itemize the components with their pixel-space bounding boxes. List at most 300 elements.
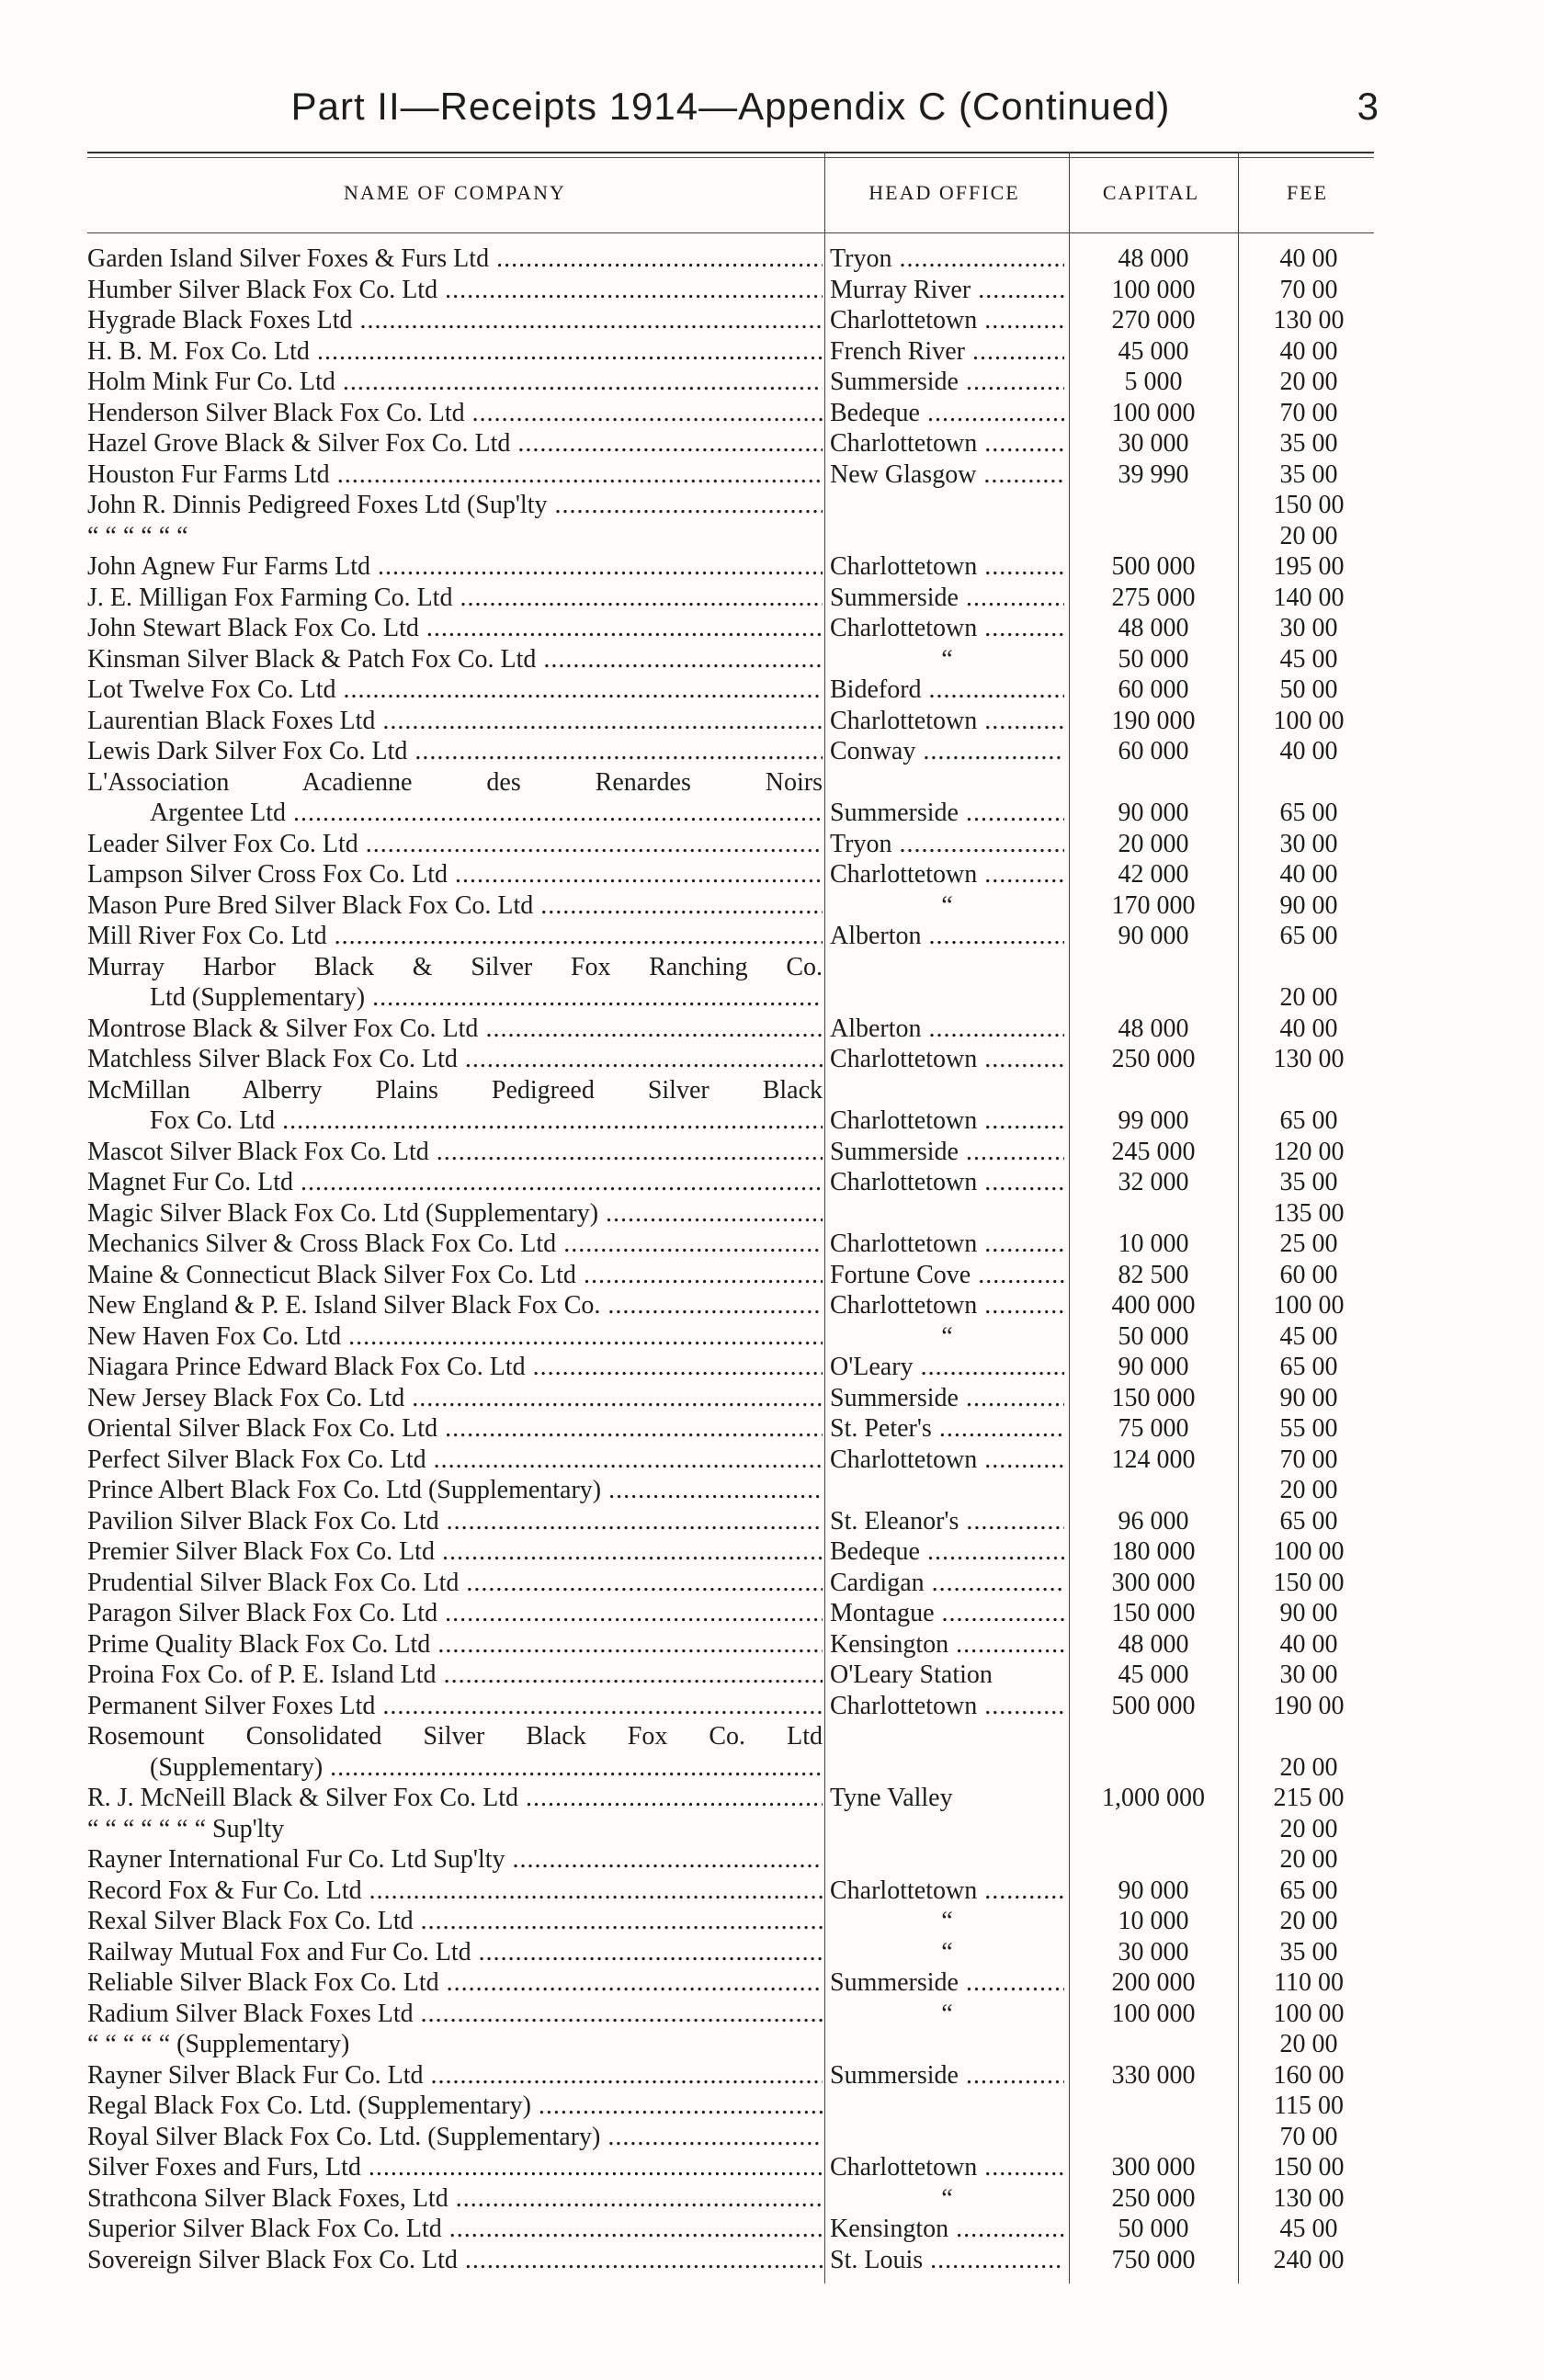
head-office: Montague ..... bbox=[830, 1598, 1064, 1629]
table-row bbox=[87, 921, 1374, 952]
fee-value: 115 00 bbox=[1274, 2091, 1344, 2120]
company-name: New Haven Fox Co. Ltd ..... bbox=[87, 1321, 823, 1353]
company-name: “ “ “ “ “ “ bbox=[87, 521, 188, 550]
capital-value: 99 000 bbox=[1118, 1106, 1189, 1135]
company-name: Fox Co. Ltd ..... bbox=[87, 1105, 823, 1137]
head-office: Alberton ..... bbox=[830, 1014, 1064, 1045]
head-office: Tyne Valley bbox=[830, 1784, 953, 1812]
capital-value: 82 500 bbox=[1118, 1260, 1189, 1289]
table-row bbox=[87, 1937, 1374, 1968]
head-office: Charlottetown ..... bbox=[830, 1445, 1064, 1476]
company-name: “ “ “ “ “ “ “ Sup'lty bbox=[87, 1814, 285, 1843]
column-header-fee: FEE bbox=[1286, 181, 1329, 204]
table-row bbox=[87, 1844, 1374, 1876]
table-row bbox=[87, 829, 1374, 860]
company-name: Houston Fur Farms Ltd ..... bbox=[87, 459, 823, 491]
company-name: L'Association Acadienne des Renardes Noirs bbox=[87, 767, 823, 797]
head-office: Charlottetown ..... bbox=[830, 859, 1064, 890]
head-office: Bideford ..... bbox=[830, 674, 1064, 706]
table-row bbox=[87, 1536, 1374, 1568]
head-office: Tryon ..... bbox=[830, 829, 1064, 860]
head-office: “ bbox=[941, 1999, 953, 2028]
company-name: Railway Mutual Fox and Fur Co. Ltd ..... bbox=[87, 1937, 823, 1968]
fee-value: 20 00 bbox=[1279, 1476, 1338, 1504]
company-name: H. B. M. Fox Co. Ltd ..... bbox=[87, 336, 823, 368]
company-name: Perfect Silver Black Fox Co. Ltd ..... bbox=[87, 1445, 823, 1476]
company-name: Laurentian Black Foxes Ltd ..... bbox=[87, 706, 823, 737]
head-office: Charlottetown ..... bbox=[830, 428, 1064, 459]
table-row bbox=[87, 1568, 1374, 1599]
fee-value: 30 00 bbox=[1279, 1660, 1338, 1689]
fee-value: 45 00 bbox=[1279, 2215, 1338, 2243]
head-office: Kensington ..... bbox=[830, 2214, 1064, 2245]
fee-value: 35 00 bbox=[1279, 429, 1338, 458]
company-name: Prince Albert Black Fox Co. Ltd (Supplementary) ..... bbox=[87, 1475, 823, 1506]
table-row bbox=[87, 367, 1374, 398]
table-row bbox=[87, 1752, 1374, 1784]
fee-value: 130 00 bbox=[1273, 1045, 1345, 1073]
head-office: Murray River ..... bbox=[830, 275, 1064, 306]
company-name: Hazel Grove Black & Silver Fox Co. Ltd ..... bbox=[87, 428, 823, 459]
head-office: Charlottetown ..... bbox=[830, 1105, 1064, 1137]
company-name: Humber Silver Black Fox Co. Ltd ..... bbox=[87, 275, 823, 306]
fee-value: 65 00 bbox=[1279, 1353, 1338, 1381]
capital-value: 45 000 bbox=[1118, 336, 1189, 366]
company-name: John R. Dinnis Pedigreed Foxes Ltd (Sup'lty ..... bbox=[87, 490, 823, 521]
table-row bbox=[87, 1475, 1374, 1506]
fee-value: 20 00 bbox=[1279, 983, 1338, 1012]
fee-value: 55 00 bbox=[1279, 1414, 1338, 1443]
fee-value: 60 00 bbox=[1279, 1260, 1338, 1289]
table-top-rule bbox=[87, 152, 1374, 153]
fee-value: 35 00 bbox=[1279, 459, 1338, 489]
company-name: Magic Silver Black Fox Co. Ltd (Supplementary) ..... bbox=[87, 1198, 823, 1230]
head-office: Charlottetown ..... bbox=[830, 613, 1064, 644]
head-office: French River ..... bbox=[830, 336, 1064, 368]
head-office: Summerside ..... bbox=[830, 1383, 1064, 1414]
fee-value: 35 00 bbox=[1279, 1937, 1338, 1966]
company-name: Record Fox & Fur Co. Ltd ..... bbox=[87, 1876, 823, 1907]
company-name: Prudential Silver Black Fox Co. Ltd ..... bbox=[87, 1568, 823, 1599]
fee-value: 90 00 bbox=[1279, 1599, 1338, 1627]
table-row bbox=[87, 1105, 1374, 1137]
fee-value: 65 00 bbox=[1279, 1876, 1338, 1905]
table-row bbox=[87, 305, 1374, 336]
company-name: Lewis Dark Silver Fox Co. Ltd ..... bbox=[87, 736, 823, 767]
head-office: Tryon ..... bbox=[830, 244, 1064, 275]
company-name: Pavilion Silver Black Fox Co. Ltd ..... bbox=[87, 1506, 823, 1537]
table-row bbox=[87, 583, 1374, 614]
company-name: Argentee Ltd ..... bbox=[87, 798, 823, 829]
table-row bbox=[87, 2152, 1374, 2183]
head-office: Charlottetown ..... bbox=[830, 1290, 1064, 1321]
head-office: Charlottetown ..... bbox=[830, 2152, 1064, 2183]
capital-value: 50 000 bbox=[1118, 644, 1189, 674]
running-head bbox=[83, 85, 1379, 130]
table-header-row bbox=[87, 181, 1374, 218]
head-office: Charlottetown ..... bbox=[830, 1044, 1064, 1075]
fee-value: 30 00 bbox=[1279, 829, 1338, 858]
table-row bbox=[87, 1783, 1374, 1814]
fee-value: 120 00 bbox=[1273, 1137, 1345, 1166]
head-office: “ bbox=[941, 644, 953, 674]
table-row bbox=[87, 244, 1374, 275]
head-office: Charlottetown ..... bbox=[830, 305, 1064, 336]
company-name: Regal Black Fox Co. Ltd. (Supplementary) ..... bbox=[87, 2091, 823, 2122]
capital-value: 96 000 bbox=[1118, 1506, 1189, 1536]
fee-value: 45 00 bbox=[1279, 644, 1338, 674]
table-row bbox=[87, 490, 1374, 521]
head-office: Bedeque ..... bbox=[830, 1536, 1064, 1568]
capital-value: 500 000 bbox=[1111, 1691, 1196, 1720]
company-name: Rexal Silver Black Fox Co. Ltd ..... bbox=[87, 1906, 823, 1937]
company-name: Silver Foxes and Furs, Ltd ..... bbox=[87, 2152, 823, 2183]
table-row bbox=[87, 398, 1374, 429]
fee-value: 100 00 bbox=[1273, 1291, 1345, 1320]
capital-value: 100 000 bbox=[1111, 275, 1196, 304]
capital-value: 750 000 bbox=[1111, 2245, 1196, 2274]
capital-value: 48 000 bbox=[1118, 1014, 1189, 1043]
table-row bbox=[87, 1999, 1374, 2030]
company-name: Superior Silver Black Fox Co. Ltd ..... bbox=[87, 2214, 823, 2245]
head-office: O'Leary Station bbox=[830, 1660, 993, 1689]
company-name: Strathcona Silver Black Foxes, Ltd ..... bbox=[87, 2183, 823, 2215]
company-name: Proina Fox Co. of P. E. Island Ltd ..... bbox=[87, 1660, 823, 1691]
capital-value: 45 000 bbox=[1118, 1660, 1189, 1689]
table-row bbox=[87, 674, 1374, 706]
table-row bbox=[87, 890, 1374, 922]
fee-value: 195 00 bbox=[1273, 552, 1345, 581]
capital-value: 400 000 bbox=[1111, 1291, 1196, 1320]
capital-value: 42 000 bbox=[1118, 860, 1189, 889]
head-office: Summerside ..... bbox=[830, 2060, 1064, 2091]
company-name: J. E. Milligan Fox Farming Co. Ltd ..... bbox=[87, 583, 823, 614]
company-name: Garden Island Silver Foxes & Furs Ltd ..... bbox=[87, 244, 823, 275]
capital-value: 124 000 bbox=[1111, 1445, 1196, 1474]
table-row bbox=[87, 982, 1374, 1014]
page-number: 3 bbox=[1357, 85, 1379, 128]
capital-value: 150 000 bbox=[1111, 1599, 1196, 1627]
fee-value: 110 00 bbox=[1274, 1968, 1344, 1997]
table-row bbox=[87, 2214, 1374, 2245]
table-row bbox=[87, 2091, 1374, 2122]
company-name: Murray Harbor Black & Silver Fox Ranching Co. bbox=[87, 952, 823, 981]
table-row bbox=[87, 1721, 1374, 1752]
fee-value: 40 00 bbox=[1279, 1629, 1338, 1659]
table-top-rule-thin bbox=[87, 157, 1374, 158]
table-row bbox=[87, 1598, 1374, 1629]
head-office: Charlottetown ..... bbox=[830, 551, 1064, 583]
capital-value: 20 000 bbox=[1118, 829, 1189, 858]
table-row bbox=[87, 1229, 1374, 1260]
company-name: Niagara Prince Edward Black Fox Co. Ltd ..... bbox=[87, 1352, 823, 1383]
capital-value: 270 000 bbox=[1111, 306, 1196, 334]
fee-value: 100 00 bbox=[1273, 1999, 1345, 2028]
table-row bbox=[87, 2060, 1374, 2091]
capital-value: 190 000 bbox=[1111, 706, 1196, 735]
capital-value: 5 000 bbox=[1124, 368, 1183, 396]
table-header-rule bbox=[87, 232, 1374, 233]
fee-value: 65 00 bbox=[1279, 1506, 1338, 1536]
fee-value: 65 00 bbox=[1279, 799, 1338, 827]
fee-value: 50 00 bbox=[1279, 675, 1338, 704]
fee-value: 130 00 bbox=[1273, 306, 1345, 334]
fee-value: 140 00 bbox=[1273, 583, 1345, 612]
column-header-capital: CAPITAL bbox=[1102, 181, 1200, 204]
table-row bbox=[87, 644, 1374, 675]
table-row bbox=[87, 736, 1374, 767]
company-name: Prime Quality Black Fox Co. Ltd ..... bbox=[87, 1629, 823, 1660]
fee-value: 215 00 bbox=[1273, 1784, 1345, 1812]
fee-value: 40 00 bbox=[1279, 860, 1338, 889]
fee-value: 25 00 bbox=[1279, 1230, 1338, 1258]
fee-value: 65 00 bbox=[1279, 922, 1338, 950]
fee-value: 240 00 bbox=[1273, 2245, 1345, 2274]
table-row bbox=[87, 2183, 1374, 2215]
head-office: Bedeque ..... bbox=[830, 398, 1064, 429]
capital-value: 275 000 bbox=[1111, 583, 1196, 612]
table-row bbox=[87, 1691, 1374, 1722]
table-row bbox=[87, 459, 1374, 491]
head-office: Summerside ..... bbox=[830, 1137, 1064, 1168]
head-office: Cardigan ..... bbox=[830, 1568, 1064, 1599]
table-row bbox=[87, 1876, 1374, 1907]
capital-value: 48 000 bbox=[1118, 244, 1189, 273]
company-name: Lampson Silver Cross Fox Co. Ltd ..... bbox=[87, 859, 823, 890]
fee-value: 150 00 bbox=[1273, 2153, 1345, 2182]
table-row bbox=[87, 1906, 1374, 1937]
company-name: New Jersey Black Fox Co. Ltd ..... bbox=[87, 1383, 823, 1414]
fee-value: 70 00 bbox=[1279, 398, 1338, 427]
table-row bbox=[87, 1198, 1374, 1230]
capital-value: 39 990 bbox=[1118, 459, 1189, 489]
table-row bbox=[87, 2029, 1374, 2060]
company-name: Holm Mink Fur Co. Ltd ..... bbox=[87, 367, 823, 398]
table-row bbox=[87, 1660, 1374, 1691]
capital-value: 50 000 bbox=[1118, 1321, 1189, 1351]
company-name: Matchless Silver Black Fox Co. Ltd ..... bbox=[87, 1044, 823, 1075]
capital-value: 250 000 bbox=[1111, 1045, 1196, 1073]
fee-value: 20 00 bbox=[1279, 1845, 1338, 1874]
capital-value: 30 000 bbox=[1118, 429, 1189, 458]
company-name: Mechanics Silver & Cross Black Fox Co. Ltd ..... bbox=[87, 1229, 823, 1260]
fee-value: 160 00 bbox=[1273, 2060, 1345, 2090]
table-row bbox=[87, 521, 1374, 552]
head-office: St. Louis ..... bbox=[830, 2245, 1064, 2276]
company-name: Premier Silver Black Fox Co. Ltd ..... bbox=[87, 1536, 823, 1568]
table-row bbox=[87, 798, 1374, 829]
company-name: Mascot Silver Black Fox Co. Ltd ..... bbox=[87, 1137, 823, 1168]
fee-value: 20 00 bbox=[1279, 521, 1338, 550]
company-name: Permanent Silver Foxes Ltd ..... bbox=[87, 1691, 823, 1722]
head-office: Conway ..... bbox=[830, 736, 1064, 767]
table-row bbox=[87, 1290, 1374, 1321]
company-name: Reliable Silver Black Fox Co. Ltd ..... bbox=[87, 1967, 823, 1999]
company-name: Rosemount Consolidated Silver Black Fox Co. Ltd bbox=[87, 1722, 823, 1751]
table-row bbox=[87, 1383, 1374, 1414]
company-name: Ltd (Supplementary) ..... bbox=[87, 982, 823, 1014]
capital-value: 300 000 bbox=[1111, 1568, 1196, 1597]
fee-value: 100 00 bbox=[1273, 706, 1345, 735]
head-office: Alberton ..... bbox=[830, 921, 1064, 952]
fee-value: 35 00 bbox=[1279, 1168, 1338, 1196]
head-office: Charlottetown ..... bbox=[830, 706, 1064, 737]
capital-value: 100 000 bbox=[1111, 398, 1196, 427]
fee-value: 150 00 bbox=[1273, 1568, 1345, 1597]
company-name: New England & P. E. Island Silver Black Fox Co. ..... bbox=[87, 1290, 823, 1321]
table-row bbox=[87, 613, 1374, 644]
company-name: (Supplementary) ..... bbox=[87, 1752, 823, 1784]
fee-value: 40 00 bbox=[1279, 336, 1338, 366]
head-office: St. Eleanor's ..... bbox=[830, 1506, 1064, 1537]
company-name: McMillan Alberry Plains Pedigreed Silver Black bbox=[87, 1075, 823, 1105]
table-row bbox=[87, 706, 1374, 737]
table-row bbox=[87, 1413, 1374, 1445]
capital-value: 75 000 bbox=[1118, 1414, 1189, 1443]
fee-value: 20 00 bbox=[1279, 1814, 1338, 1843]
company-name: Radium Silver Black Foxes Ltd ..... bbox=[87, 1999, 823, 2030]
head-office: Summerside ..... bbox=[830, 367, 1064, 398]
table-row bbox=[87, 1137, 1374, 1168]
capital-value: 48 000 bbox=[1118, 1629, 1189, 1659]
fee-value: 20 00 bbox=[1279, 368, 1338, 396]
head-office: Summerside ..... bbox=[830, 798, 1064, 829]
table-row bbox=[87, 1321, 1374, 1353]
capital-value: 250 000 bbox=[1111, 2183, 1196, 2213]
fee-value: 40 00 bbox=[1279, 244, 1338, 273]
capital-value: 10 000 bbox=[1118, 1907, 1189, 1935]
capital-value: 245 000 bbox=[1111, 1137, 1196, 1166]
table-row bbox=[87, 1014, 1374, 1045]
fee-value: 90 00 bbox=[1279, 1383, 1338, 1412]
fee-value: 135 00 bbox=[1273, 1198, 1345, 1228]
company-name: Mason Pure Bred Silver Black Fox Co. Ltd ..... bbox=[87, 890, 823, 922]
capital-value: 90 000 bbox=[1118, 1353, 1189, 1381]
company-name: Oriental Silver Black Fox Co. Ltd ..... bbox=[87, 1413, 823, 1445]
fee-value: 30 00 bbox=[1279, 614, 1338, 642]
fee-value: 70 00 bbox=[1279, 275, 1338, 304]
capital-value: 300 000 bbox=[1111, 2153, 1196, 2182]
table-row bbox=[87, 551, 1374, 583]
company-name: Royal Silver Black Fox Co. Ltd. (Supplementary) ..... bbox=[87, 2122, 823, 2153]
column-header-name: NAME OF COMPANY bbox=[344, 181, 566, 204]
capital-value: 150 000 bbox=[1111, 1383, 1196, 1412]
company-name: Paragon Silver Black Fox Co. Ltd ..... bbox=[87, 1598, 823, 1629]
company-name: Sovereign Silver Black Fox Co. Ltd ..... bbox=[87, 2245, 823, 2276]
capital-value: 90 000 bbox=[1118, 1876, 1189, 1905]
table-row bbox=[87, 275, 1374, 306]
head-office: Charlottetown ..... bbox=[830, 1167, 1064, 1198]
capital-value: 60 000 bbox=[1118, 737, 1189, 765]
company-name: John Stewart Black Fox Co. Ltd ..... bbox=[87, 613, 823, 644]
head-office: Charlottetown ..... bbox=[830, 1229, 1064, 1260]
company-name: Rayner Silver Black Fur Co. Ltd ..... bbox=[87, 2060, 823, 2091]
capital-value: 90 000 bbox=[1118, 799, 1189, 827]
fee-value: 90 00 bbox=[1279, 890, 1338, 920]
company-name: Maine & Connecticut Black Silver Fox Co. Ltd ..... bbox=[87, 1260, 823, 1291]
capital-value: 330 000 bbox=[1111, 2060, 1196, 2090]
head-office: “ bbox=[941, 1321, 953, 1351]
table-row bbox=[87, 767, 1374, 799]
page-title: Part II—Receipts 1914—Appendix C (Continued) bbox=[290, 85, 1171, 128]
capital-value: 1,000 000 bbox=[1102, 1784, 1205, 1812]
fee-value: 100 00 bbox=[1273, 1537, 1345, 1566]
head-office: Fortune Cove ..... bbox=[830, 1260, 1064, 1291]
table-row bbox=[87, 2245, 1374, 2276]
table-row bbox=[87, 1044, 1374, 1075]
fee-value: 20 00 bbox=[1279, 2030, 1338, 2058]
capital-value: 170 000 bbox=[1111, 890, 1196, 920]
head-office: “ bbox=[941, 890, 953, 920]
table-row bbox=[87, 1445, 1374, 1476]
capital-value: 180 000 bbox=[1111, 1537, 1196, 1566]
column-header-head-office: HEAD OFFICE bbox=[868, 181, 1020, 204]
fee-value: 130 00 bbox=[1273, 2183, 1345, 2213]
fee-value: 150 00 bbox=[1273, 491, 1345, 519]
head-office: Kensington ..... bbox=[830, 1629, 1064, 1660]
table-row bbox=[87, 2122, 1374, 2153]
company-name: Henderson Silver Black Fox Co. Ltd ..... bbox=[87, 398, 823, 429]
fee-value: 45 00 bbox=[1279, 1321, 1338, 1351]
capital-value: 90 000 bbox=[1118, 922, 1189, 950]
fee-value: 20 00 bbox=[1279, 1752, 1338, 1782]
table-row bbox=[87, 952, 1374, 983]
capital-value: 10 000 bbox=[1118, 1230, 1189, 1258]
company-name: Rayner International Fur Co. Ltd Sup'lty ..... bbox=[87, 1844, 823, 1876]
company-name: Lot Twelve Fox Co. Ltd ..... bbox=[87, 674, 823, 706]
table-row bbox=[87, 1629, 1374, 1660]
fee-value: 70 00 bbox=[1279, 1445, 1338, 1474]
capital-value: 200 000 bbox=[1111, 1968, 1196, 1997]
table-row bbox=[87, 336, 1374, 368]
fee-value: 70 00 bbox=[1279, 2122, 1338, 2151]
company-name: John Agnew Fur Farms Ltd ..... bbox=[87, 551, 823, 583]
capital-value: 100 000 bbox=[1111, 1999, 1196, 2028]
capital-value: 48 000 bbox=[1118, 614, 1189, 642]
head-office: Summerside ..... bbox=[830, 583, 1064, 614]
table-row bbox=[87, 1967, 1374, 1999]
company-name: Hygrade Black Foxes Ltd ..... bbox=[87, 305, 823, 336]
table-row bbox=[87, 1075, 1374, 1106]
table-row bbox=[87, 1506, 1374, 1537]
head-office: Charlottetown ..... bbox=[830, 1691, 1064, 1722]
capital-value: 50 000 bbox=[1118, 2215, 1189, 2243]
table-body bbox=[87, 244, 1374, 2275]
company-name: Magnet Fur Co. Ltd ..... bbox=[87, 1167, 823, 1198]
table-row bbox=[87, 1167, 1374, 1198]
fee-value: 40 00 bbox=[1279, 1014, 1338, 1043]
fee-value: 40 00 bbox=[1279, 737, 1338, 765]
table-row bbox=[87, 1352, 1374, 1383]
capital-value: 32 000 bbox=[1118, 1168, 1189, 1196]
capital-value: 60 000 bbox=[1118, 675, 1189, 704]
fee-value: 190 00 bbox=[1273, 1691, 1345, 1720]
company-name: Mill River Fox Co. Ltd ..... bbox=[87, 921, 823, 952]
capital-value: 500 000 bbox=[1111, 552, 1196, 581]
head-office: “ bbox=[941, 2183, 953, 2213]
fee-value: 65 00 bbox=[1279, 1106, 1338, 1135]
table-row bbox=[87, 1260, 1374, 1291]
company-name: Leader Silver Fox Co. Ltd ..... bbox=[87, 829, 823, 860]
capital-value: 30 000 bbox=[1118, 1937, 1189, 1966]
head-office: Summerside ..... bbox=[830, 1967, 1064, 1999]
head-office: Charlottetown ..... bbox=[830, 1876, 1064, 1907]
company-name: Kinsman Silver Black & Patch Fox Co. Ltd ..... bbox=[87, 644, 823, 675]
company-name: R. J. McNeill Black & Silver Fox Co. Ltd ..... bbox=[87, 1783, 823, 1814]
head-office: New Glasgow ..... bbox=[830, 459, 1064, 491]
table-row bbox=[87, 1814, 1374, 1845]
head-office: St. Peter's ..... bbox=[830, 1413, 1064, 1445]
